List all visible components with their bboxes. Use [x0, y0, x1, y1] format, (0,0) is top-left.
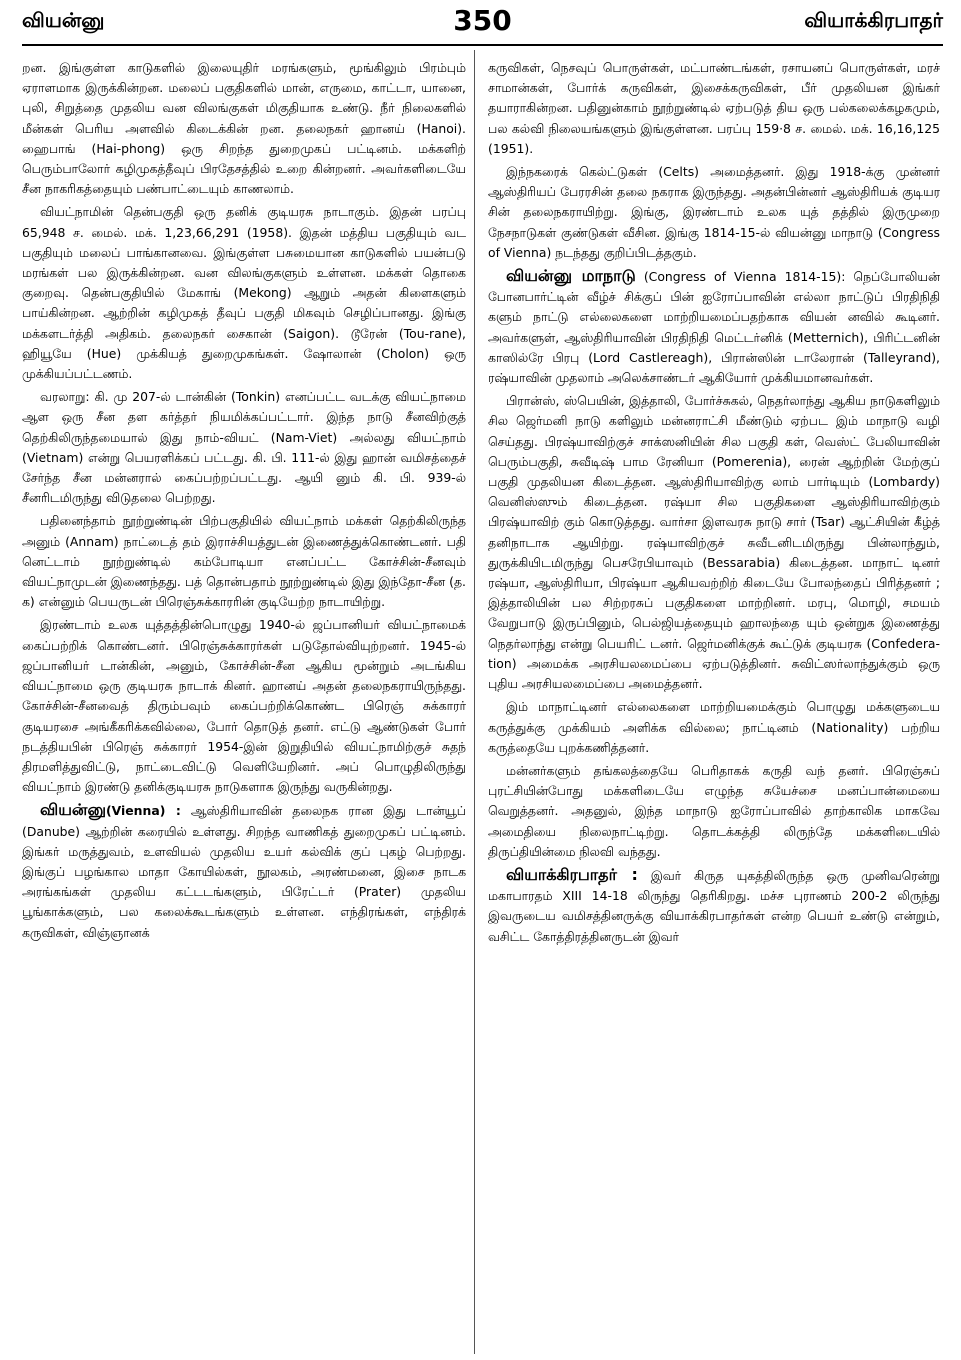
- paragraph: றன. இங்குள்ள காடுகளில் இலையுதிர் மரங்களும், மூங்கிலும் பிரம்பும் ஏராளமாக இருக்கின்றன. மலைப் பகுதிகளில் மான், எருமை, காட்டா, யானை, புலி, சிறுத்தை முதலிய வன விலங்குகள் மிகுதியாக உண்டு. நீர் நிலைகளில் மீன்கள் பெரிய அளவில் கிடைக்கின் றன. தலைநகர் ஹானய் (Hanoi). ஹைபாங் (Hai-phong) ஒரு சிறந்த துறைமுகப் பட்டினம். மக்களிற் பெரும்பாலோர் கழிமுகத்தீவுப் பிரதேசத்தில் உறை கின்றனர். அவர்களிடையே சீன நாகரிகத்தையும் பண்பாட்டையும் காணலாம்.: [22, 60, 466, 197]
- entry-body: ஆஸ்திரியாவின் தலைநக ரான இது டான்யூப் (Danube) ஆற்றின் கரையில் உள்ளது. சிறந்த வாணிகத் துறைமுகப் பட்டினம். இங்கர் மருத்துவம், உளவியல் முதலிய உயர் கல்விக் குப் புகழ் பெற்றது. இங்குப் பழங்கால மாதா கோயில்கள், நூலகம், அரண்மனை, இசை நாடக அரங்கங்கள் முதலிய கட்டடங்களும், பிரேட்டர் (Prater) முதலிய பூங்காக்களும், பல கலைக்கூடங்களும் உள்ளன. எந்திரங்கள், எந்திரக் கருவிகள், விஞ்ஞானக்: [22, 803, 466, 940]
- entry-headword: வியன்னு: [40, 800, 106, 820]
- entry-vienna: [22, 800, 466, 942]
- paragraph: இம் மாநாட்டினர் எல்லைகளை மாற்றியமைக்கும் பொழுது மக்களுடைய கருத்துக்கு முக்கியம் அளிக்க வில்லை; நாட்டினம் (Nationality) பற்றிய கருத்தையே புறக்கணித்தனர்.: [488, 699, 940, 755]
- paragraph: பதினைந்தாம் நூற்றுண்டின் பிற்பகுதியில் வியட்நாம் மக்கள் தெற்கிலிருந்த அனும் (Annam) நாட்டைத் தம் இராச்சியத்துடன் இணைத்துக்கொண்டனர். பதி னெட்டாம் நூற்றுண்டில் கம்போடியா எனப்பட்ட கோச்சின்-சீனவும் வியட்நாமுடன் இணைந்தது. பத் தொன்பதாம் நூற்றுண்டில் இது இந்தோ-சீன (த. க) என்னும் பெயருடன் பிரெஞ்சுக்காரரின் குடியேற்ற நாடாயிற்று.: [22, 513, 466, 610]
- paragraph: பிரான்ஸ், ஸ்பெயின், இத்தாலி, போர்ச்சுகல், நெதர்லாந்து ஆகிய நாடுகளிலும் சில ஜெர்மனி நாடு களிலும் மன்னராட்சி மீண்டும் ஏற்பட இம் மாநாடு வழி செய்தது. பிரஷ்யாவிற்குச் சாக்ஸனியின் சில பகுதி கள், வெஸ்ட் பேலியாவின் பெரும்பகுதி, சுவீடிஷ் பாம ரேனியா (Pomerenia), ரைன் ஆற்றின் மேற்குப் பகுதி முதலியன கிடைத்தன. ஆஸ்திரியாவிற்கு லாம் பார்டியும் (Lombardy) வெனிஸ்ஸும் கிடைத்தன. ரஷ்யா சில பகுதிகளை ஆஸ்திரியாவிற்கும் பிரஷ்யாவிற் கும் கொடுத்தது. வார்சா இளவரசு நாடு சார் (Tsar) ஆட்சியின் கீழ்த் தனிநாடாக ஆயிற்று. ரஷ்யாவிற்குச் சுவீடனிடமிருந்து பின்லாந்தும், துருக்கியிடமிருந்து பெசரேபியாவும் (Bessarabia) கிடைத்தன. மாநாட் டினர் ரஷ்யா, ஆஸ்திரியா, பிரஷ்யா ஆகியவற்றிற் கிடையே போலந்தைப் பிரித்தனர் ; இத்தாலியின் பல சிற்றரசுப் பகுதிகளை மாற்றினர். மரபு, மொழி, சமயம் வேறுபாடு இருப்பினும், பெல்ஜியத்தையும் ஹாலந்தை யும் ஒன்றுக இணைத்து நெதர்லாந்து என்று பெயரிட் டனர். ஜெர்மனிக்குக் கூட்டுக் குடியரசு (Confedera-tion) அமைக்க அரசியலமைப்பை ஏற்படுத்தினர். சுவிட்ஸர்லாந்துக்கும் ஒரு புதிய அரசியலமைப்பை அமைத்தனர்.: [488, 393, 940, 692]
- paragraph: வியட்நாமின் தென்பகுதி ஒரு தனிக் குடியரசு நாடாகும். இதன் பரப்பு 65,948 ச. மைல். மக். 1,23,66,291 (1958). இதன் மத்திய பகுதியும் வட பகுதியும் மலைப் பாங்கானவை. இங்குள்ள பசுமையான காடுகளில் பயன்படு மரங்கள் பல இருக்கின்றன. வன விலங்குகளும் உள்ளன. மக்கள் தொகை குறைவு. தென்பகுதியில் மேகாங் (Mekong) ஆறும் அதன் கிளைகளும் பாய்கின்றன. ஆற்றின் கழிமுகத் தீவுப் பகுதி மிகவும் செழிப்பானது. இங்கு மக்களடர்த்தி அதிகம். தலைநகர் சைகான் (Saigon). டூரேன் (Tou-rane), ஹியூயே (Hue) முக்கியத் துறைமுகங்கள். ஷோலான் (Cholon) ஒரு முக்கியப்பட்டணம்.: [22, 204, 466, 382]
- header-left-guide-word: வியன்னு: [22, 8, 105, 32]
- column-divider: [474, 50, 475, 1354]
- paragraph: இரண்டாம் உலக யுத்தத்தின்பொழுது 1940-ல் ஜப்பானியர் வியட்நாமைக் கைப்பற்றிக் கொண்டனர். பிரெஞ்சுக்காரர்கள் படுதோல்வியுற்றனர். 1945-ல் ஜப்பானியர் டான்கின், அனும், கோச்சின்-சீன ஆகிய மூன்றும் அடங்கிய வியட்நாமை ஒரு குடியரசு நாடாக் கினர். ஹானய் அதன் தலைநகராயிருந்தது. கோச்சின்-சீனவைத் திரும்பவும் கைப்பற்றிக்கொண்ட பிரெஞ் சுக்காரர் குடியரசை அங்கீகரிக்கவில்லை, போர் தொடுத் தனர். எட்டு ஆண்டுகள் போர் நடத்தியபின் பிரெஞ் சுக்காரர் 1954-இன் இறுதியில் வியட்நாமிற்குச் சுதந் திரமளித்துவிட்டு, நாட்டைவிட்டு வெளியேறினர். அப் பொழுதிலிருந்து வியட்நாம் இரண்டு தனிக்குடியரசு நாடுகளாக இருந்து வருகின்றது.: [22, 617, 466, 795]
- right-column: [488, 58, 940, 1354]
- entry-headword: வியாக்கிரபாதர் :: [506, 864, 638, 884]
- entry-body: நெப்போலியன் போனபார்ட்டின் வீழ்ச் சிக்குப் பின் ஐரோப்பாவின் எல்லா நாட்டுப் பிரதிநிதி களும் நாட்டு எல்லைகளை மாற்றியமைப்பதற்காக வியன் னவில் கூடினர். அவர்களுள், ஆஸ்திரியாவின் பிரதிநிதி மெட்டர்னிக் (Metternich), பிரிட்டனின் காஸில்ரே பிரபு (Lord Castlereagh), பிரான்ஸின் டாலேரான் (Talleyrand), ரஷ்யாவின் முதலாம் அலெக்சாண்டர் ஆகியோர் முக்கியமானவர்கள்.: [488, 269, 940, 386]
- entry-headword-english: (Congress of Vienna 1814-15):: [635, 269, 846, 285]
- page-header: [22, 4, 943, 44]
- entry-headword: வியன்னு மாநாடு: [506, 266, 636, 286]
- header-rule: [22, 44, 943, 46]
- paragraph: கருவிகள், நெசவுப் பொருள்கள், மட்பாண்டங்கள், ரசாயனப் பொருள்கள், மரச் சாமான்கள், போர்க் கருவிகள், இசைக்கருவிகள், பீர் முதலியன இங்கர் தயாராகின்றன. பதினுன்காம் நூற்றுண்டில் ஏற்படுத் திய ஒரு பல்கலைக்கழகமும், பல கல்வி நிலையங்களும் இங்குள்ளன. பரப்பு 159·8 ச. மைல். மக். 16,16,125 (1951).: [488, 60, 940, 156]
- entry-vyaghrapadar: [488, 865, 940, 947]
- header-right-guide-word: வியாக்கிரபாதர்: [804, 8, 943, 32]
- paragraph: மன்னர்களும் தங்கலத்தையே பெரிதாகக் கருதி வந் தனர். பிரெஞ்சுப் புரட்சியின்போது மக்களிடையே எழுந்த சுயேச்சை மனப்பான்மையை வெறுத்தனர். அதனுல், இந்த மாநாடு ஐரோப்பாவில் தாற்காலிக மாகவே அமைதியை நிலைநாட்டிற்று. தொடக்கத்தி லிருந்தே மக்களிடையில் திருப்தியின்மை நிலவி வந்தது.: [488, 762, 940, 859]
- entry-congress-of-vienna: [488, 266, 940, 388]
- entry-body: இவர் கிருத யுகத்திலிருந்த ஒரு முனிவரென்று மகாபாரதம் XIII 14-18 லிருந்து தெரிகிறது. மச்ச புராணம் 200-2 லிருந்து இவருடைய வமிசத்தினருக்கு வியாக்கிரபாதர்கள் என்ற பெயர் உண்டு என்றும், வசிட்ட கோத்திரத்தினருடன் இவர்: [488, 867, 940, 944]
- entry-headword-english: (Vienna) :: [106, 803, 181, 819]
- page-number: 350: [453, 4, 512, 37]
- left-column: [22, 58, 466, 1354]
- paragraph: வரலாறு: கி. மு 207-ல் டான்கின் (Tonkin) எனப்பட்ட வடக்கு வியட்நாமை ஆள ஒரு சீன தள கர்த்தர் நியமிக்கப்பட்டார். இந்த நாடு சீனவிற்குத் தெற்கிலிருந்தமையால் இது நாம்-வியட் (Nam-Viet) அல்லது வியட்நாம் (Vietnam) என்று பெயரளிக்கப் பட்டது. கி. பி. 111-ல் இது ஹான் வமிசத்தைச் சேர்ந்த சீன மன்னரால் கைப்பற்றப்பட்டது. ஆயி னும் கி. பி. 939-ல் சீனரிடமிருந்து விடுதலை பெற்றது.: [22, 389, 466, 506]
- paragraph: இந்நகரைக் கெல்ட்டுகள் (Celts) அமைத்தனர். இது 1918-க்கு முன்னர் ஆஸ்திரியப் பேரரசின் தலை நகராக இருந்தது. அதன்பின்னர் ஆஸ்திரியக் குடியர சின் தலைநகராயிற்று. இங்கு, இரண்டாம் உலக யுத் தத்தில் இருமுறை நேசநாடுகள் குண்டுகள் வீசின. இங்கு 1814-15-ல் வியன்னு மாநாடு (Congress of Vienna) நடந்தது குறிப்பிடத்தகும்.: [488, 164, 940, 260]
